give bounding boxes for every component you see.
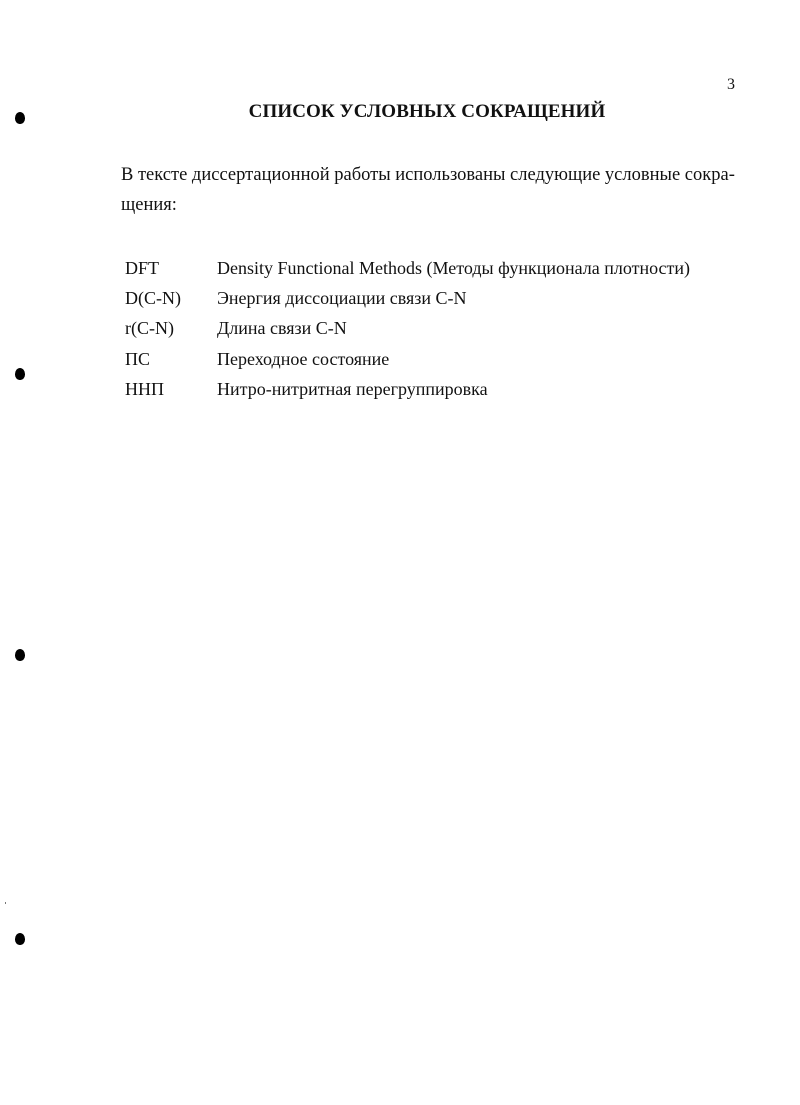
intro-line-1: В тексте диссертационной работы использованы следующие условные сокра- [121,165,735,185]
page-title: СПИСОК УСЛОВНЫХ СОКРАЩЕНИЙ [248,101,606,122]
abbreviation-list [125,253,690,404]
scan-speck [5,902,6,904]
abbreviation-term: ННП [125,378,164,399]
abbreviation-term: ПС [125,348,151,369]
abbreviation-term: r(C-N) [125,318,174,339]
abbreviation-term: D(C-N) [125,287,181,308]
abbreviation-row [125,283,690,313]
binding-hole [15,649,25,661]
abbreviation-term: DFT [125,257,160,278]
binding-hole [15,933,25,945]
abbreviation-definition: Переходное состояние [217,348,390,369]
abbreviation-row [125,253,690,283]
abbreviation-definition: Нитро-нитритная перегруппировка [217,378,488,399]
binding-hole [15,368,25,380]
abbreviation-definition: Длина связи C-N [217,318,347,339]
intro-line-2: щения: [121,195,177,215]
page-number: 3 [727,76,735,93]
abbreviation-definition: Энергия диссоциации связи C-N [217,287,467,308]
abbreviation-row [125,314,690,344]
abbreviation-row [125,374,690,404]
abbreviation-row [125,344,690,374]
abbreviation-definition: Density Functional Methods (Методы функционала плотности) [217,257,691,278]
intro-paragraph [121,160,738,220]
